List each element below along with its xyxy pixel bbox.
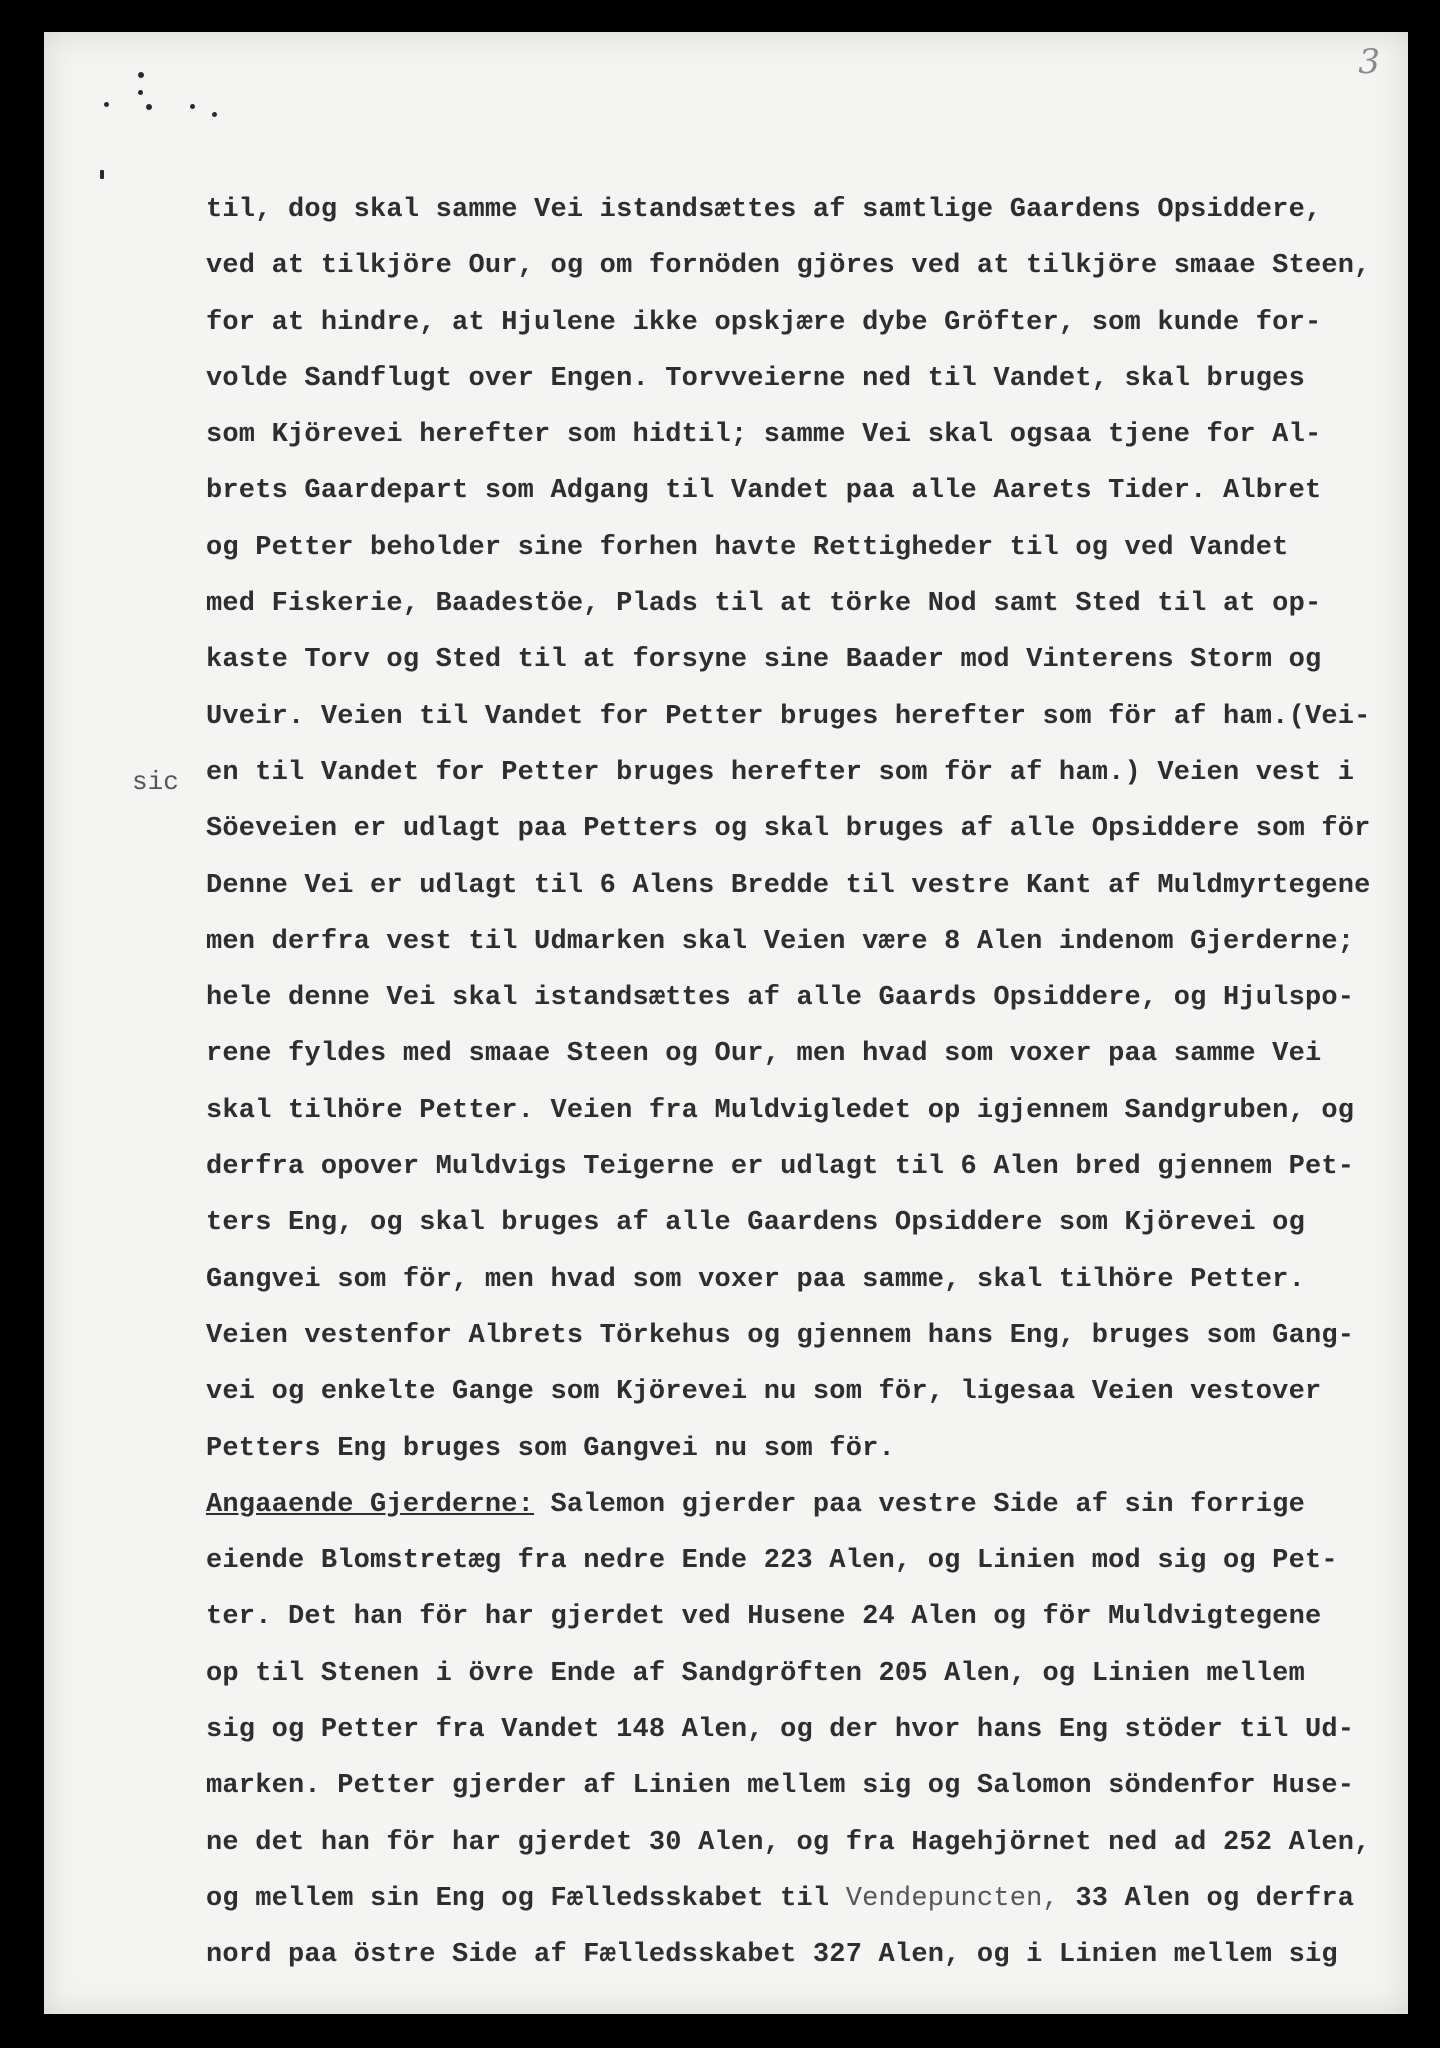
text-line: og Petter beholder sine forhen havte Rettigheder til og ved Vandet — [206, 532, 1289, 563]
document-page — [44, 32, 1408, 2014]
text-line: volde Sandflugt over Engen. Torvveierne ned til Vandet, skal bruges — [206, 363, 1305, 394]
margin-note-sic: sic — [132, 767, 179, 797]
scan-specks — [72, 52, 232, 202]
text-line: til, dog skal samme Vei istandsættes af samtlige Gaardens Opsiddere, — [206, 195, 1322, 225]
text-line: vei og enkelte Gange som Kjörevei nu som för, ligesaa Veien vestover — [206, 1377, 1322, 1408]
text-line: rene fyldes med smaae Steen og Our, men hvad som voxer paa samme Vei — [206, 1039, 1322, 1070]
text-line: kaste Torv og Sted til at forsyne sine Baader mod Vinterens Storm og — [206, 645, 1322, 676]
text-line: nord paa östre Side af Fælledsskabet 327 Alen, og i Linien mellem sig — [206, 1940, 1338, 1971]
section-heading: Angaaende Gjerderne: — [206, 1489, 535, 1520]
text-line: sig og Petter fra Vandet 148 Alen, og der hvor hans Eng stöder til Ud- — [206, 1715, 1355, 1746]
text-segment: 33 Alen og derfra — [1058, 1883, 1355, 1914]
page-number: 3 — [1358, 42, 1380, 82]
text-line: for at hindre, at Hjulene ikke opskjære dybe Gröfter, som kunde for- — [206, 307, 1322, 338]
gjerderne-heading-line — [206, 1477, 1396, 1533]
text-line: Gangvei som för, men hvad som voxer paa samme, skal tilhöre Petter. — [206, 1264, 1305, 1295]
text-line: derfra opover Muldvigs Teigerne er udlagt til 6 Alen bred gjennem Pet- — [206, 1152, 1355, 1183]
text-line: hele denne Vei skal istandsættes af alle Gaards Opsiddere, og Hjulspo- — [206, 983, 1355, 1014]
text-line: men derfra vest til Udmarken skal Veien være 8 Alen indenom Gjerderne; — [206, 926, 1355, 957]
text-line: ved at tilkjöre Our, og om fornöden gjöres ved at tilkjöre smaae Steen, — [206, 251, 1371, 282]
text-segment: og mellem sin Eng og Fælledsskabet til — [206, 1883, 846, 1914]
text-line: brets Gaardepart som Adgang til Vandet paa alle Aarets Tider. Albret — [206, 476, 1322, 507]
typed-correction: Vendepuncten, — [845, 1883, 1059, 1914]
text-line: Uveir. Veien til Vandet for Petter bruges herefter som för af ham.(Vei- — [206, 701, 1371, 732]
text-line: ter. Det han för har gjerdet ved Husene 24 Alen og för Muldvigtegene — [206, 1602, 1322, 1633]
text-line: ters Eng, og skal bruges af alle Gaardens Opsiddere som Kjörevei og — [206, 1208, 1305, 1239]
text-line: en til Vandet for Petter bruges herefter som för af ham.) Veien vest i — [206, 757, 1355, 788]
text-line: eiende Blomstretæg fra nedre Ende 223 Alen, og Linien mod sig og Pet- — [206, 1546, 1338, 1577]
document-body — [206, 182, 1396, 1984]
text-line: skal tilhöre Petter. Veien fra Muldvigledet op igjennem Sandgruben, og — [206, 1095, 1355, 1126]
text-line: marken. Petter gjerder af Linien mellem sig og Salomon söndenfor Huse- — [206, 1771, 1355, 1802]
text-segment: Salemon gjerder paa vestre Side af sin forrige — [534, 1489, 1305, 1520]
text-line: op til Stenen i övre Ende af Sandgröften 205 Alen, og Linien mellem — [206, 1658, 1305, 1689]
text-line: med Fiskerie, Baadestöe, Plads til at törke Nod samt Sted til at op- — [206, 589, 1322, 620]
text-line: Veien vestenfor Albrets Törkehus og gjennem hans Eng, bruges som Gang- — [206, 1320, 1355, 1351]
text-line: ne det han för har gjerdet 30 Alen, og fra Hagehjörnet ned ad 252 Alen, — [206, 1827, 1371, 1858]
text-line: Petters Eng bruges som Gangvei nu som för. — [206, 1433, 895, 1464]
text-line-with-correction — [206, 1871, 1396, 1927]
text-line: Denne Vei er udlagt til 6 Alens Bredde til vestre Kant af Muldmyrtegene — [206, 870, 1371, 901]
text-line: som Kjörevei herefter som hidtil; samme Vei skal ogsaa tjene for Al- — [206, 420, 1322, 451]
text-line: Söeveien er udlagt paa Petters og skal bruges af alle Opsiddere som för — [206, 814, 1371, 845]
